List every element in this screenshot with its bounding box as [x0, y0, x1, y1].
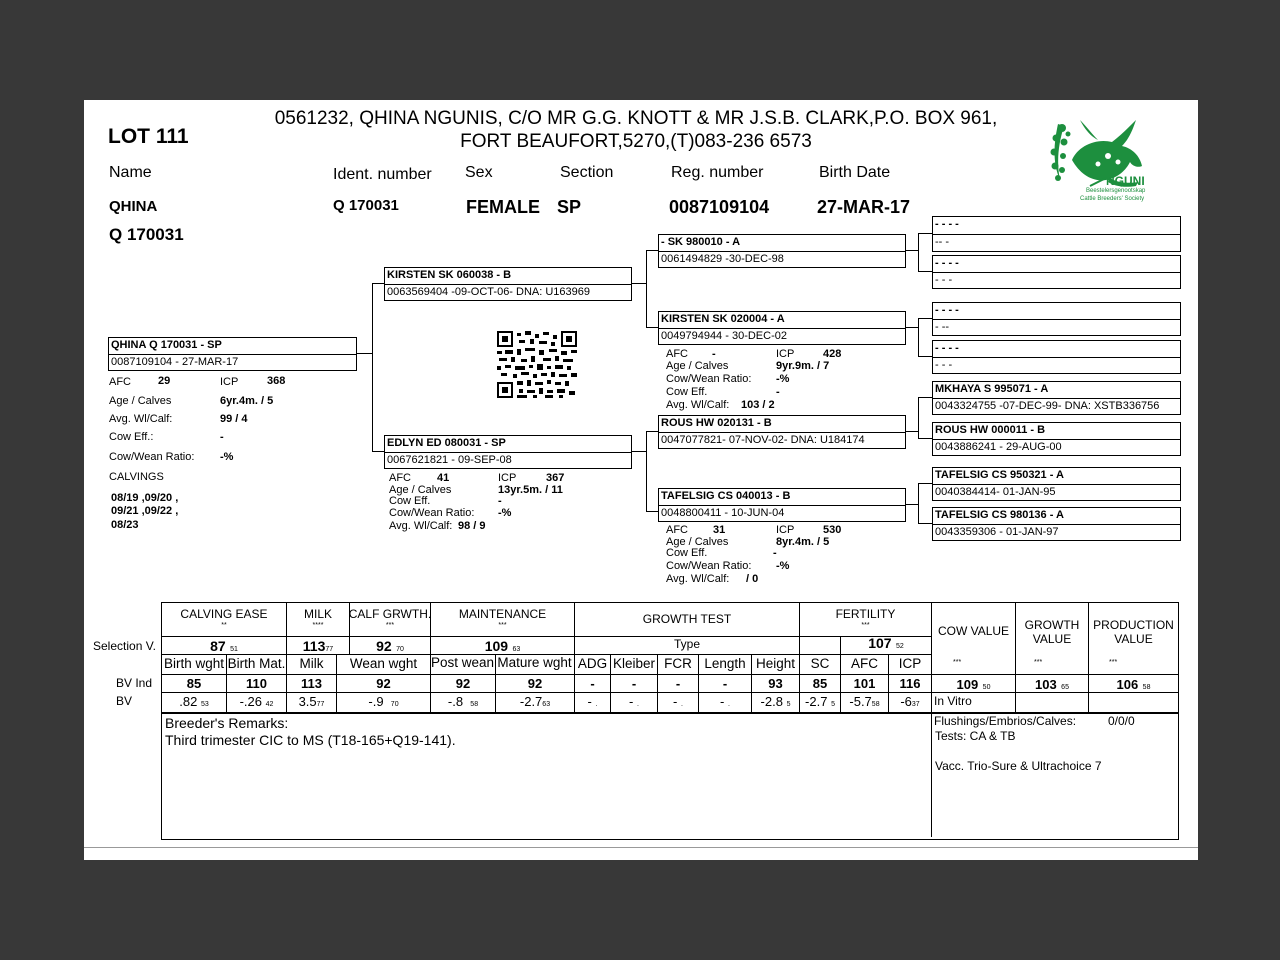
- bv-post-wean-value: -.8: [447, 694, 464, 709]
- type-header: Type: [673, 637, 700, 651]
- selection-milk: [287, 638, 349, 656]
- dam-sire-box: [658, 415, 906, 449]
- selection-calving-ease-value: 87: [210, 638, 226, 654]
- dam-age: 13yr.5m. / 11: [498, 484, 563, 496]
- selection-milk-value: 113: [302, 638, 326, 654]
- dd-age-label: Age / Calves: [666, 536, 729, 548]
- maintenance-header: MAINTENANCE: [458, 607, 547, 621]
- trait-kleiber: Kleiber: [612, 656, 656, 671]
- gg-box-6: [932, 422, 1181, 456]
- gg-box-5: [932, 381, 1181, 415]
- gg-3-title: - - - -: [935, 304, 959, 316]
- dam-icp-label: ICP: [498, 472, 517, 484]
- sire-sire-box: [658, 234, 906, 268]
- animal-section: SP: [557, 197, 582, 217]
- dd-sub: 0048800411 - 10-JUN-04: [661, 507, 785, 519]
- remarks-label: Breeder's Remarks:: [165, 715, 289, 731]
- dd-icp: 530: [823, 524, 842, 536]
- bv-adg-value: -: [587, 694, 592, 709]
- logo-name: NGUNI: [1106, 174, 1145, 188]
- dd-cwr: -%: [776, 560, 790, 572]
- sd-wl-label: Avg. Wl/Calf:: [666, 399, 730, 411]
- selection-fertility-acc: 52: [896, 643, 904, 650]
- dd-cow: -: [773, 547, 777, 559]
- subject-box: [108, 337, 357, 371]
- animal-ident: Q 170031: [333, 197, 399, 214]
- trait-adg: ADG: [577, 656, 608, 671]
- calf-growth-stars: ***: [385, 622, 395, 629]
- in-vitro-label: In Vitro: [934, 694, 972, 708]
- sd-age-label: Age / Calves: [666, 360, 729, 372]
- bv-ind-post-wean: 92: [455, 676, 471, 691]
- bv-length-value: -: [720, 694, 725, 709]
- trait-icp: ICP: [898, 656, 922, 671]
- subject-wl: 99 / 4: [220, 413, 248, 425]
- bv-milk-acc: 77: [316, 701, 325, 708]
- trait-milk: Milk: [299, 656, 324, 671]
- trait-wean-wght: Wean wght: [349, 656, 418, 671]
- bv-height: [752, 694, 799, 709]
- ss-title: - SK 980010 - A: [661, 236, 741, 248]
- owner-address: [254, 107, 1018, 153]
- subject-icp-label: ICP: [220, 376, 239, 388]
- gg-box-1: [932, 216, 1181, 252]
- bv-label: BV: [116, 694, 133, 708]
- bv-icp-value: -6: [900, 694, 912, 709]
- bv-ind-mature-wght: 92: [527, 676, 543, 691]
- calvings-line-1: 08/19 ,09/20 ,: [111, 492, 179, 504]
- growth-value: [1016, 676, 1088, 694]
- gg-box-3: [932, 302, 1181, 336]
- bv-wean-wght-acc: 70: [390, 701, 399, 708]
- gg-4-sub: - - -: [935, 359, 953, 371]
- logo-line-1: Beestelersgenootskap: [1086, 188, 1146, 194]
- trait-birth-wght: Birth wght: [163, 656, 225, 671]
- dam-wl-label: Avg. Wl/Calf:: [389, 520, 453, 532]
- growth-test-header: GROWTH TEST: [642, 612, 732, 626]
- bv-length: [699, 694, 751, 709]
- sire-box: [384, 267, 632, 301]
- vaccination-text: Vacc. Trio-Sure & Ultrachoice 7: [935, 759, 1102, 773]
- selection-label: Selection V.: [93, 639, 156, 653]
- maintenance-stars: ***: [498, 622, 507, 629]
- dam-dam-box: [658, 488, 906, 522]
- bv-birth-mat-value: -.26: [239, 694, 262, 709]
- gg-8-sub: 0043359306 - 01-JAN-97: [935, 526, 1059, 538]
- bv-mature-wght-value: -2.7: [519, 694, 543, 709]
- dam-cwr-label: Cow/Wean Ratio:: [389, 507, 475, 519]
- animal-name-ident: Q 170031: [109, 225, 184, 244]
- gg-7-sub: 0040384414- 01-JAN-95: [935, 486, 1056, 498]
- bv-ind-birth-mat: 110: [246, 676, 267, 691]
- trait-post-wean: Post wean: [430, 655, 495, 670]
- dd-title: TAFELSIG CS 040013 - B: [661, 490, 791, 502]
- trait-mature-wght: Mature wght: [497, 655, 572, 670]
- milk-stars: ****: [312, 622, 324, 629]
- cow-value: [932, 676, 1015, 694]
- subject-title: QHINA Q 170031 - SP: [111, 339, 222, 351]
- gg-box-7: [932, 467, 1181, 501]
- calving-ease-stars: **: [221, 622, 227, 629]
- bv-afc: [841, 694, 888, 709]
- gg-1-sub: -- -: [935, 236, 950, 248]
- dam-sub: 0067621821 - 09-SEP-08: [387, 454, 512, 466]
- bv-kleiber-acc: .: [637, 701, 639, 708]
- gg-3-sub: - --: [935, 321, 950, 333]
- qr-code: [497, 331, 577, 398]
- trait-height: Height: [755, 656, 796, 671]
- cow-value-header: COW VALUE: [937, 624, 1010, 638]
- dam-afc-label: AFC: [389, 472, 411, 484]
- gg-6-sub: 0043886241 - 29-AUG-00: [935, 441, 1062, 453]
- bv-sc: [800, 694, 840, 709]
- subject-age: 6yr.4m. / 5: [220, 395, 274, 407]
- bv-wean-wght-value: -.9: [368, 694, 384, 709]
- ds-title: ROUS HW 020131 - B: [661, 417, 772, 429]
- bv-kleiber: [611, 694, 657, 709]
- subject-cwr-label: Cow/Wean Ratio:: [109, 451, 195, 463]
- bv-ind-label: BV Ind: [116, 676, 153, 690]
- production-value-number: 106: [1116, 677, 1139, 692]
- bv-post-wean: [431, 694, 495, 709]
- calf-growth-header: CALF GRWTH.: [348, 607, 432, 621]
- subject-cwr: -%: [220, 451, 234, 463]
- qr-code-icon: [497, 331, 577, 398]
- sd-icp: 428: [823, 348, 842, 360]
- bv-post-wean-acc: 58: [470, 701, 479, 708]
- nguni-logo: [1050, 112, 1162, 206]
- logo-line-2: Cattle Breeders' Society: [1080, 196, 1145, 202]
- sd-sub: 0049794944 - 30-DEC-02: [661, 330, 787, 342]
- subject-cow-label: Cow Eff.:: [109, 431, 154, 443]
- bv-fcr-acc: .: [681, 701, 683, 708]
- ds-sub: 0047077821- 07-NOV-02- DNA: U184174: [661, 434, 865, 446]
- fertility-header: FERTILITY: [835, 607, 896, 621]
- bv-fcr: [658, 694, 698, 709]
- growth-value-stars: ***: [1034, 659, 1043, 666]
- sire-title: KIRSTEN SK 060038 - B: [387, 269, 512, 281]
- tests-text: Tests: CA & TB: [935, 729, 1016, 743]
- lot-number: LOT 111: [108, 125, 189, 148]
- sd-cow-label: Cow Eff.: [666, 386, 708, 398]
- sd-wl: 103 / 2: [741, 399, 775, 411]
- selection-maintenance-value: 109: [484, 638, 509, 654]
- bv-ind-kleiber: -: [631, 676, 637, 691]
- sd-cwr: -%: [776, 373, 790, 385]
- trait-length: Length: [704, 656, 746, 671]
- subject-wl-label: Avg. Wl/Calf:: [109, 413, 173, 425]
- gg-2-title: - - - -: [935, 257, 959, 269]
- sd-icp-label: ICP: [776, 348, 795, 360]
- sd-title: KIRSTEN SK 020004 - A: [661, 313, 785, 325]
- sd-age: 9yr.9m. / 7: [776, 360, 830, 372]
- subject-afc-label: AFC: [109, 376, 131, 388]
- bv-birth-mat: [227, 694, 286, 709]
- bv-sc-value: -2.7: [805, 694, 828, 709]
- gg-5-title: MKHAYA S 995071 - A: [935, 383, 1049, 395]
- bv-birth-wght-value: .82: [179, 694, 198, 709]
- bv-height-acc: 5: [786, 701, 791, 708]
- ident-header: Ident. number: [333, 166, 432, 183]
- production-value-line-2: VALUE: [1114, 632, 1153, 646]
- gg-box-8: [932, 507, 1181, 541]
- ss-sub: 0061494829 -30-DEC-98: [661, 253, 784, 265]
- dam-cow-label: Cow Eff.: [389, 495, 431, 507]
- gg-4-title: - - - -: [935, 342, 959, 354]
- bv-mature-wght: [496, 694, 574, 709]
- gg-box-2: [932, 255, 1181, 289]
- growth-value-number: 103: [1035, 677, 1057, 692]
- bv-ind-height: 93: [768, 676, 783, 691]
- subject-age-label: Age / Calves: [109, 395, 172, 407]
- trait-sc: SC: [810, 656, 830, 671]
- dd-wl-label: Avg. Wl/Calf:: [666, 573, 730, 585]
- bv-wean-wght: [337, 694, 430, 709]
- bv-milk: [287, 694, 336, 709]
- bv-ind-milk: 113: [301, 676, 322, 691]
- bv-ind-adg: -: [590, 676, 595, 691]
- bv-adg: [575, 694, 610, 709]
- bv-birth-wght: [162, 694, 226, 709]
- cow-value-acc: 50: [982, 684, 991, 691]
- bv-ind-length: -: [722, 676, 728, 691]
- bv-afc-acc: 58: [871, 701, 880, 708]
- selection-calf-growth: [350, 638, 430, 656]
- remarks-text: Third trimester CIC to MS (T18-165+Q19-141).: [165, 732, 456, 748]
- flushings-value: 0/0/0: [1108, 714, 1135, 728]
- selection-fertility-value: 107: [868, 635, 892, 651]
- gg-2-sub: - - -: [935, 274, 953, 286]
- sd-afc-label: AFC: [666, 348, 688, 360]
- growth-value-line-2: VALUE: [1032, 632, 1072, 646]
- bv-icp: [889, 694, 931, 709]
- trait-afc: AFC: [851, 656, 878, 671]
- sd-afc: -: [712, 348, 716, 360]
- bv-icp-acc: 37: [911, 701, 920, 708]
- sale-catalogue-sheet: [84, 100, 1198, 860]
- bv-birth-mat-acc: 42: [265, 701, 274, 708]
- animal-reg: 0087109104: [669, 197, 770, 217]
- dam-afc: 41: [437, 472, 450, 484]
- sire-dam-box: [658, 311, 906, 345]
- bv-height-value: -2.8: [760, 694, 783, 709]
- sd-cwr-label: Cow/Wean Ratio:: [666, 373, 752, 385]
- sire-sub: 0063569404 -09-OCT-06- DNA: U163969: [387, 286, 591, 298]
- dd-cow-label: Cow Eff.: [666, 547, 708, 559]
- subject-sub: 0087109104 - 27-MAR-17: [111, 356, 239, 368]
- gg-6-title: ROUS HW 000011 - B: [935, 424, 1046, 436]
- trait-birth-mat: Birth Mat.: [227, 656, 286, 671]
- calvings-label: CALVINGS: [109, 471, 164, 483]
- bv-ind-fcr: -: [675, 676, 681, 691]
- cow-value-stars: ***: [953, 659, 962, 666]
- flushings-label: Flushings/Embrios/Calves:: [934, 714, 1077, 728]
- name-header: Name: [109, 164, 152, 181]
- animal-name: QHINA: [109, 198, 158, 215]
- animal-birth-date: 27-MAR-17: [817, 197, 911, 217]
- birth-header: Birth Date: [819, 164, 891, 181]
- dam-icp: 367: [546, 472, 565, 484]
- fertility-stars: ***: [861, 622, 870, 629]
- selection-maintenance-acc: 63: [512, 646, 521, 653]
- dd-afc-label: AFC: [666, 524, 688, 536]
- dd-icp-label: ICP: [776, 524, 795, 536]
- selection-calf-growth-acc: 70: [396, 646, 404, 653]
- bv-ind-wean-wght: 92: [376, 676, 391, 691]
- calvings-line-3: 08/23: [111, 519, 139, 531]
- selection-fertility: [841, 635, 931, 653]
- selection-calving-ease: [162, 638, 286, 656]
- sex-header: Sex: [465, 164, 493, 181]
- production-value-acc: 58: [1142, 684, 1151, 691]
- gg-1-title: - - - -: [935, 218, 959, 230]
- bv-ind-afc: 101: [853, 676, 876, 691]
- subject-afc: 29: [158, 375, 171, 387]
- production-value-stars: ***: [1109, 659, 1118, 666]
- production-value-header: [1089, 618, 1178, 646]
- owner-line-2: FORT BEAUFORT,5270,(T)083-236 6573: [460, 131, 812, 152]
- dd-afc: 31: [713, 524, 726, 536]
- selection-maintenance: [431, 638, 574, 656]
- bv-sc-acc: 5: [831, 701, 835, 708]
- animal-sex: FEMALE: [466, 197, 540, 217]
- bv-milk-value: 3.5: [298, 694, 317, 709]
- bv-birth-wght-acc: 53: [200, 701, 209, 708]
- dam-cwr: -%: [498, 507, 512, 519]
- gg-5-sub: 0043324755 -07-DEC-99- DNA: XSTB336756: [935, 400, 1160, 412]
- dam-cow: -: [498, 495, 502, 507]
- growth-value-header: [1016, 618, 1088, 646]
- bv-mature-wght-acc: 63: [542, 701, 551, 708]
- selection-calving-ease-acc: 51: [230, 646, 238, 653]
- bv-ind-birth-wght: 85: [186, 676, 202, 691]
- section-header: Section: [560, 164, 614, 181]
- bv-length-acc: .: [728, 701, 730, 708]
- calving-ease-header: CALVING EASE: [180, 607, 268, 621]
- bv-ind-icp: 116: [899, 676, 921, 691]
- bv-kleiber-value: -: [629, 694, 634, 709]
- subject-icp: 368: [267, 375, 286, 387]
- milk-header: MILK: [303, 607, 332, 621]
- production-value: [1089, 676, 1178, 694]
- subject-cow: -: [220, 431, 224, 443]
- selection-milk-acc: 77: [325, 646, 334, 653]
- gg-box-4: [932, 340, 1181, 374]
- production-value-line-1: PRODUCTION: [1093, 618, 1174, 632]
- owner-line-1: 0561232, QHINA NGUNIS, C/O MR G.G. KNOTT & MR J.S.B. CLARK,P.O. BOX 961,: [274, 108, 998, 129]
- selection-calf-growth-value: 92: [376, 638, 392, 654]
- calvings-line-2: 09/21 ,09/22 ,: [111, 505, 179, 517]
- bv-ind-sc: 85: [812, 676, 828, 691]
- bv-adg-acc: .: [595, 701, 598, 708]
- trait-fcr: FCR: [664, 656, 692, 671]
- growth-value-line-1: GROWTH: [1024, 618, 1080, 632]
- dd-age: 8yr.4m. / 5: [776, 536, 830, 548]
- dam-age-label: Age / Calves: [389, 484, 452, 496]
- bv-fcr-value: -: [673, 694, 678, 709]
- dd-cwr-label: Cow/Wean Ratio:: [666, 560, 752, 572]
- reg-header: Reg. number: [671, 164, 764, 181]
- growth-value-acc: 65: [1061, 684, 1069, 691]
- gg-8-title: TAFELSIG CS 980136 - A: [935, 509, 1064, 521]
- gg-7-title: TAFELSIG CS 950321 - A: [935, 469, 1064, 481]
- sd-cow: -: [776, 386, 780, 398]
- dam-box: [384, 435, 632, 469]
- dd-wl: / 0: [746, 573, 759, 585]
- dam-wl: 98 / 9: [458, 520, 486, 532]
- dam-title: EDLYN ED 080031 - SP: [387, 437, 506, 449]
- bv-afc-value: -5.7: [849, 694, 872, 709]
- cow-value-number: 109: [956, 677, 979, 692]
